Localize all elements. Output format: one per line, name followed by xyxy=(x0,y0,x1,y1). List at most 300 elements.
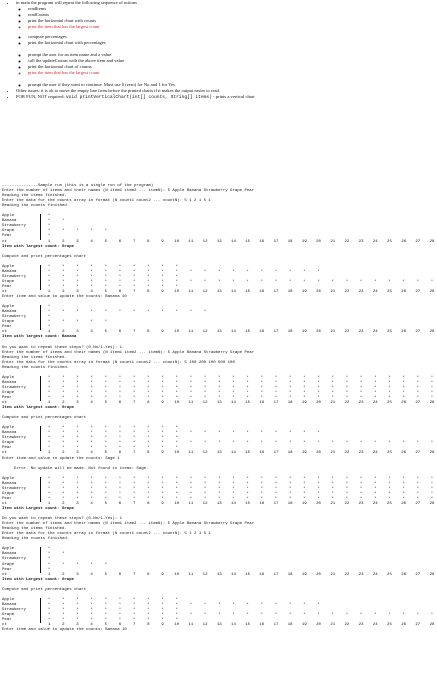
tick-label: 23 xyxy=(358,451,364,456)
bar-mark: * xyxy=(416,279,420,284)
bar-mark: * xyxy=(359,481,363,486)
bar-mark: * xyxy=(274,380,278,385)
axis-label: ct xyxy=(2,239,7,244)
bar-mark: * xyxy=(76,284,79,289)
bar-mark: * xyxy=(388,385,391,390)
tick-label: 22 xyxy=(344,401,350,406)
bar-mark: * xyxy=(288,375,292,380)
tick-label: 28 xyxy=(429,239,435,244)
category-label: Grape xyxy=(2,562,15,567)
bar-mark: * xyxy=(161,380,164,385)
sample-run-console xyxy=(2,184,435,633)
tick-label: 6 xyxy=(118,572,122,577)
bar-mark: * xyxy=(416,476,420,481)
tick-label: 16 xyxy=(259,623,265,628)
bar-mark: * xyxy=(147,491,150,496)
tick-label: 22 xyxy=(344,572,350,577)
tick-label: 8 xyxy=(147,572,150,577)
bar-mark: * xyxy=(416,375,420,380)
bar-mark: * xyxy=(118,375,122,380)
console-line: ---------------Sample run (this is a single run of the program) xyxy=(2,184,154,188)
bar-mark: * xyxy=(218,395,221,400)
bar-mark: * xyxy=(62,390,65,395)
bar-mark: * xyxy=(47,481,51,486)
bar-mark: * xyxy=(232,602,235,607)
tick-label: 12 xyxy=(202,623,208,628)
tick-label: 24 xyxy=(372,330,378,335)
tick-label: 28 xyxy=(429,572,435,577)
bar-mark: * xyxy=(90,385,93,390)
tick-label: 20 xyxy=(316,501,321,506)
tick-label: 28 xyxy=(429,401,435,406)
category-label: Strawberry xyxy=(2,274,27,279)
tick-label: 12 xyxy=(202,330,208,335)
bar-mark: * xyxy=(62,618,65,623)
bar-mark: * xyxy=(132,269,136,274)
bar-mark: * xyxy=(161,269,164,274)
bar-mark: * xyxy=(118,618,122,623)
bar-mark: * xyxy=(218,602,221,607)
bar-mark: * xyxy=(402,476,405,481)
bar-mark: * xyxy=(62,219,65,224)
tick-label: 10 xyxy=(174,572,180,577)
bar-mark: * xyxy=(203,390,207,395)
bar-mark: * xyxy=(175,496,178,501)
bar-mark: * xyxy=(260,375,264,380)
tick-label: 23 xyxy=(358,501,364,506)
console-line: Enter the data for the counts array in format (N count1 count2 ... countN): 5 1 2 1 5 1 xyxy=(2,199,211,204)
bar-mark: * xyxy=(345,441,349,446)
tick-label: 8 xyxy=(147,623,150,628)
bar-mark: * xyxy=(203,279,207,284)
bar-mark: * xyxy=(47,431,51,436)
bar-mark: * xyxy=(76,481,79,486)
bar-mark: * xyxy=(232,486,235,491)
bar-mark: * xyxy=(203,491,207,496)
tick-label: 27 xyxy=(415,623,421,628)
bar-mark: * xyxy=(90,436,93,441)
tick-label: 9 xyxy=(161,623,164,628)
horizontal-chart xyxy=(2,264,435,295)
bar-mark: * xyxy=(104,310,108,315)
bar-mark: * xyxy=(303,390,306,395)
bar-mark: * xyxy=(47,310,51,315)
bar-mark: * xyxy=(359,279,363,284)
tick-label: 17 xyxy=(273,572,279,577)
tick-label: 21 xyxy=(330,623,336,628)
tick-label: 3 xyxy=(76,623,79,628)
bar-mark: * xyxy=(175,274,178,279)
tick-label: 13 xyxy=(216,451,222,456)
category-label: Banana xyxy=(2,310,17,315)
bar-mark: * xyxy=(118,491,122,496)
bar-mark: * xyxy=(47,274,51,279)
tick-label: 13 xyxy=(216,289,222,294)
bar-mark: * xyxy=(104,441,108,446)
tick-label: 25 xyxy=(387,289,392,294)
bar-mark: * xyxy=(260,431,264,436)
bar-mark: * xyxy=(76,229,79,234)
bar-mark: * xyxy=(274,612,278,617)
step-item: ◦ print the item that has the largest count xyxy=(28,70,430,76)
bar-mark: * xyxy=(62,481,65,486)
horizontal-chart xyxy=(2,426,435,456)
tick-label: 21 xyxy=(330,401,336,406)
bar-mark: * xyxy=(317,375,320,380)
bar-mark: * xyxy=(402,390,405,395)
step-item: ◦ print the horizontal chart with percentages xyxy=(28,40,430,46)
bar-mark: * xyxy=(175,436,178,441)
bar-mark: * xyxy=(132,264,136,269)
tick-label: 8 xyxy=(147,451,150,456)
bar-mark: * xyxy=(260,279,264,284)
tick-label: 1 xyxy=(47,501,51,506)
tick-label: 15 xyxy=(245,623,251,628)
bar-mark: * xyxy=(90,426,93,431)
tick-label: 27 xyxy=(415,451,421,456)
bar-mark: * xyxy=(76,310,79,315)
tick-label: 5 xyxy=(104,623,108,628)
bar-mark: * xyxy=(161,602,164,607)
tick-label: 4 xyxy=(90,289,93,294)
tick-label: 20 xyxy=(316,289,321,294)
tick-label: 16 xyxy=(259,289,265,294)
step-item: ◦ prompt the user if they want to continue. Must use 0 (zero) for No and 1 for Yes. xyxy=(28,82,430,88)
tick-label: 15 xyxy=(245,501,251,506)
notes-list xyxy=(6,0,430,101)
axis-row xyxy=(2,239,435,245)
bar-mark: * xyxy=(303,496,306,501)
tick-label: 1 xyxy=(47,239,51,244)
tick-label: 20 xyxy=(316,330,321,335)
bar-mark: * xyxy=(274,481,278,486)
bar-mark: * xyxy=(132,481,136,486)
bar-mark: * xyxy=(104,426,108,431)
bar-mark: * xyxy=(104,597,108,602)
bar-mark: * xyxy=(104,481,108,486)
bar-mark: * xyxy=(416,496,420,501)
bar-mark: * xyxy=(260,380,264,385)
bar-mark: * xyxy=(104,395,108,400)
bar-mark: * xyxy=(317,431,320,436)
tick-label: 26 xyxy=(401,501,407,506)
bar-mark: * xyxy=(416,380,420,385)
category-label: Pear xyxy=(2,284,12,289)
bar-mark: * xyxy=(132,426,136,431)
category-label: Strawberry xyxy=(2,224,27,229)
tick-label: 13 xyxy=(216,401,222,406)
bar-mark: * xyxy=(388,441,391,446)
bar-mark: * xyxy=(317,491,320,496)
bar-mark: * xyxy=(189,390,193,395)
tick-label: 3 xyxy=(76,330,79,335)
bar-mark: * xyxy=(402,612,405,617)
step-item: ◦ readCounts xyxy=(28,12,430,18)
bar-mark: * xyxy=(132,597,136,602)
bar-mark: * xyxy=(274,375,278,380)
bar-mark: * xyxy=(203,269,207,274)
tick-label: 8 xyxy=(147,239,150,244)
bar-mark: * xyxy=(161,481,164,486)
console-line: Enter item and value to update the counts: Sage 1 xyxy=(2,456,120,461)
bar-mark: * xyxy=(47,547,51,552)
bar-mark: * xyxy=(104,612,108,617)
tick-label: 17 xyxy=(273,451,279,456)
bar-mark: * xyxy=(303,269,306,274)
bar-mark: * xyxy=(76,612,79,617)
bar-mark: * xyxy=(47,426,51,431)
bar-mark: * xyxy=(62,597,65,602)
bar-mark: * xyxy=(402,395,405,400)
category-label: Banana xyxy=(2,602,17,607)
assignment-notes xyxy=(6,0,430,101)
bar-mark: * xyxy=(47,264,51,269)
bar-mark: * xyxy=(76,426,79,431)
bar-mark: * xyxy=(388,481,391,486)
bar-mark: * xyxy=(246,431,249,436)
bar-mark: * xyxy=(218,380,221,385)
bar-mark: * xyxy=(118,597,122,602)
axis-row xyxy=(2,501,435,507)
bar-mark: * xyxy=(62,385,65,390)
bar-mark: * xyxy=(161,496,164,501)
tick-label: 19 xyxy=(301,401,307,406)
category-label: Pear xyxy=(2,234,12,239)
category-label: Pear xyxy=(2,496,12,501)
bar-mark: * xyxy=(246,380,249,385)
largest-count-line: Item with largest count: Banana xyxy=(2,335,77,340)
bar-mark: * xyxy=(132,607,136,612)
tick-label: 23 xyxy=(358,401,364,406)
bar-mark: * xyxy=(303,441,306,446)
tick-label: 11 xyxy=(188,623,194,628)
bar-mark: * xyxy=(118,496,122,501)
bar-mark: * xyxy=(147,602,150,607)
bar-mark: * xyxy=(161,476,164,481)
bar-mark: * xyxy=(76,496,79,501)
category-label: Pear xyxy=(2,618,12,623)
bar-mark: * xyxy=(47,491,51,496)
tick-label: 12 xyxy=(202,401,208,406)
bar-mark: * xyxy=(161,612,164,617)
bar-mark: * xyxy=(317,602,320,607)
tick-label: 26 xyxy=(401,289,407,294)
bar-mark: * xyxy=(118,395,122,400)
bar-mark: * xyxy=(260,612,264,617)
bar-mark: * xyxy=(175,491,178,496)
tick-label: 7 xyxy=(132,289,136,294)
bar-mark: * xyxy=(161,274,164,279)
bar-mark: * xyxy=(147,436,150,441)
bar-mark: * xyxy=(132,380,136,385)
tick-label: 19 xyxy=(301,239,307,244)
horizontal-chart xyxy=(2,375,435,406)
bar-mark: * xyxy=(118,436,122,441)
bar-mark: * xyxy=(132,446,136,451)
tick-label: 18 xyxy=(287,572,293,577)
bar-mark: * xyxy=(76,375,79,380)
bar-mark: * xyxy=(288,385,292,390)
bar-mark: * xyxy=(90,264,93,269)
bar-mark: * xyxy=(175,441,178,446)
tick-label: 3 xyxy=(76,239,79,244)
bar-mark: * xyxy=(288,612,292,617)
category-label: Banana xyxy=(2,219,17,224)
bar-mark: * xyxy=(62,279,65,284)
tick-label: 3 xyxy=(76,572,79,577)
for-fun-bullet: • FOR FUN, NOT required: void printVerticalChart(int[] counts, String[] items) - prints a vertical chart xyxy=(16,94,430,101)
bar-mark: * xyxy=(274,496,278,501)
bar-mark: * xyxy=(232,496,235,501)
tick-label: 3 xyxy=(76,501,79,506)
bar-mark: * xyxy=(76,436,79,441)
tick-label: 10 xyxy=(174,501,180,506)
tick-label: 6 xyxy=(118,330,122,335)
bar-mark: * xyxy=(331,491,334,496)
bar-mark: * xyxy=(147,431,150,436)
bar-mark: * xyxy=(288,269,292,274)
category-label: Apple xyxy=(2,214,15,219)
bar-mark: * xyxy=(274,486,278,491)
bar-mark: * xyxy=(260,496,264,501)
tick-label: 19 xyxy=(301,289,307,294)
bar-mark: * xyxy=(189,395,193,400)
tick-label: 5 xyxy=(104,289,108,294)
tick-label: 4 xyxy=(90,401,93,406)
tick-label: 8 xyxy=(147,401,150,406)
tick-label: 17 xyxy=(273,289,279,294)
bar-mark: * xyxy=(62,441,65,446)
tick-label: 25 xyxy=(387,451,392,456)
category-label: Pear xyxy=(2,567,12,572)
step-item: ◦ call the updateCounts with the above item and value xyxy=(28,58,430,64)
tick-label: 28 xyxy=(429,501,435,506)
bar-mark: * xyxy=(118,269,122,274)
bar-mark: * xyxy=(62,375,65,380)
bar-mark: * xyxy=(161,431,164,436)
tick-label: 12 xyxy=(202,572,208,577)
bar-mark: * xyxy=(104,284,108,289)
bar-mark: * xyxy=(76,380,79,385)
bar-mark: * xyxy=(62,310,65,315)
bar-mark: * xyxy=(132,274,136,279)
bar-mark: * xyxy=(161,375,164,380)
bar-mark: * xyxy=(104,476,108,481)
bar-mark: * xyxy=(416,441,420,446)
console-line: Compute and print percentages chart xyxy=(2,254,87,259)
bar-mark: * xyxy=(118,390,122,395)
tick-label: 15 xyxy=(245,289,251,294)
bar-mark: * xyxy=(161,385,164,390)
axis-label: ct xyxy=(2,289,7,294)
bar-mark: * xyxy=(118,602,122,607)
axis-row xyxy=(2,451,435,456)
bar-mark: * xyxy=(189,486,193,491)
tick-label: 5 xyxy=(104,451,108,456)
bar-mark: * xyxy=(218,441,221,446)
bar-mark: * xyxy=(76,264,79,269)
tick-label: 11 xyxy=(188,239,194,244)
bar-mark: * xyxy=(76,607,79,612)
category-label: Strawberry xyxy=(2,315,27,320)
bar-mark: * xyxy=(76,431,79,436)
bar-mark: * xyxy=(147,274,150,279)
bar-mark: * xyxy=(175,597,178,602)
bar-mark: * xyxy=(232,269,235,274)
console-line: Compute and print percentages chart xyxy=(2,587,87,592)
bar-mark: * xyxy=(430,441,434,446)
bar-mark: * xyxy=(62,607,65,612)
tick-label: 2 xyxy=(62,239,65,244)
bar-mark: * xyxy=(218,496,221,501)
axis-row xyxy=(2,330,435,335)
bar-mark: * xyxy=(132,284,136,289)
bar-mark: * xyxy=(147,607,150,612)
bar-mark: * xyxy=(359,375,363,380)
console-line: Enter the data for the counts array in format (N count1 count2 ... countN): 5 100 200 100 500 100 xyxy=(2,360,235,365)
bar-mark: * xyxy=(402,486,405,491)
bar-mark: * xyxy=(47,224,51,229)
bar-mark: * xyxy=(104,274,108,279)
bar-mark: * xyxy=(47,567,51,572)
tick-label: 19 xyxy=(301,501,307,506)
tick-label: 23 xyxy=(358,623,364,628)
step-item: ◦ compute percentages xyxy=(28,34,430,40)
category-label: Grape xyxy=(2,491,15,496)
bar-mark: * xyxy=(132,395,136,400)
tick-label: 7 xyxy=(132,623,136,628)
tick-label: 5 xyxy=(104,239,108,244)
bar-mark: * xyxy=(62,269,65,274)
bar-mark: * xyxy=(232,385,235,390)
bar-mark: * xyxy=(90,446,93,451)
bar-mark: * xyxy=(303,395,306,400)
tick-label: 20 xyxy=(316,401,321,406)
bar-mark: * xyxy=(402,481,405,486)
bar-mark: * xyxy=(388,496,391,501)
bar-mark: * xyxy=(90,481,93,486)
bar-mark: * xyxy=(161,618,164,623)
tick-label: 26 xyxy=(401,401,407,406)
category-label: Apple xyxy=(2,597,15,602)
bar-mark: * xyxy=(345,612,349,617)
bar-mark: * xyxy=(232,491,235,496)
bar-mark: * xyxy=(76,597,79,602)
bar-mark: * xyxy=(430,385,434,390)
bar-mark: * xyxy=(76,390,79,395)
bar-mark: * xyxy=(232,481,235,486)
bar-mark: * xyxy=(331,496,334,501)
tick-label: 2 xyxy=(62,289,65,294)
bar-mark: * xyxy=(104,390,108,395)
bar-mark: * xyxy=(62,552,65,557)
bar-mark: * xyxy=(161,310,164,315)
bar-mark: * xyxy=(218,476,221,481)
bar-mark: * xyxy=(374,279,377,284)
bar-mark: * xyxy=(189,481,193,486)
bar-mark: * xyxy=(132,476,136,481)
bar-mark: * xyxy=(331,441,334,446)
bar-mark: * xyxy=(47,597,51,602)
tick-label: 27 xyxy=(415,289,421,294)
bar-mark: * xyxy=(118,310,122,315)
bar-mark: * xyxy=(359,395,363,400)
console-line: Enter the data for the counts array in format (N count1 count2 ... countN): 5 1 2 1 5 1 xyxy=(2,532,211,537)
tick-label: 5 xyxy=(104,501,108,506)
category-label: Strawberry xyxy=(2,436,27,441)
bar-mark: * xyxy=(147,441,150,446)
tick-label: 6 xyxy=(118,501,122,506)
